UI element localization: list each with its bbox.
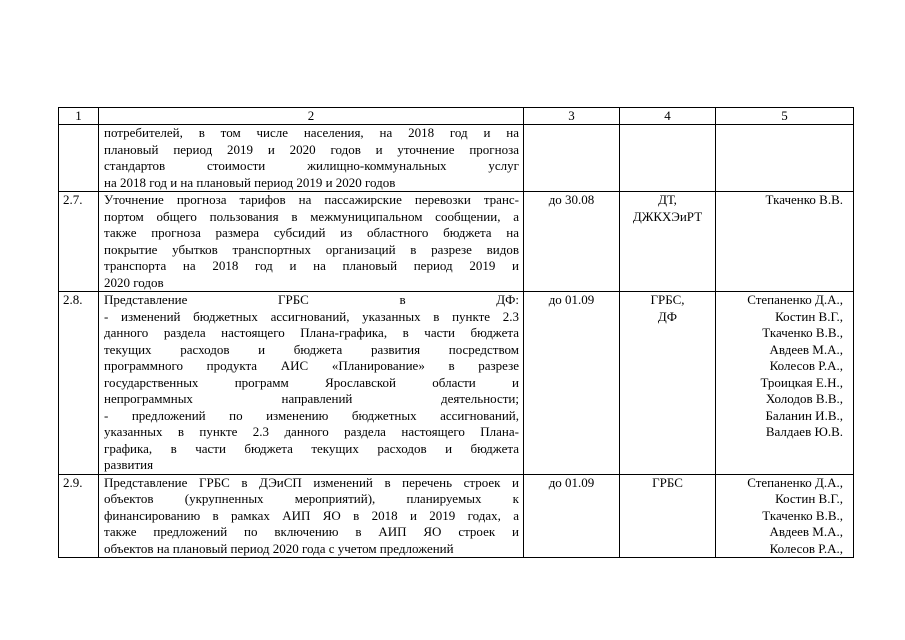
description-line: также предложений по включению в АИП ЯО строек и [104,524,519,539]
executor-entry: ДЖКХЭиРТ [632,208,703,224]
responsible-person: Степаненко Д.А., [747,292,843,307]
item-number: 2.8. [59,292,99,475]
item-executor [620,125,716,192]
header-row [59,108,854,125]
description-line: портом общего пользования в межмуниципальном сообщении, а [104,208,519,224]
description-line: программного продукта АИС «Планирование» в разрезе [104,358,519,373]
item-responsible [716,125,854,192]
description-line: покрытие убытков транспортных организаций в разрезе видов [104,241,519,257]
responsible-person: Костин В.Г., [775,491,843,506]
item-number [59,125,99,192]
item-executor [620,192,716,292]
description-line: также прогноза размера субсидий из областного бюджета на [104,225,519,240]
item-number: 2.9. [59,474,99,558]
responsible-person: Баланин И.В., [765,407,843,423]
executor-entry: ДТ, [658,192,677,207]
responsible-person: Ткаченко В.В., [762,325,843,340]
description-line: стандартов стоимости жилищно-коммунальных услуг [104,158,519,173]
item-number: 2.7. [59,192,99,292]
description-line: развития [104,457,154,472]
item-deadline: до 01.09 [524,474,620,558]
item-description [99,474,524,558]
table-row [59,192,854,292]
description-line: - предложений по изменению бюджетных ассигнований, [104,407,519,423]
executor-entry: ГРБС, [650,292,685,307]
item-responsible [716,292,854,475]
description-line: на 2018 год и на плановый период 2019 и 2020 годов [104,174,396,190]
table-row [59,125,854,192]
item-responsible [716,474,854,558]
item-deadline: до 30.08 [524,192,620,292]
description-line: Представление ГРБС в ДФ: [104,292,519,307]
table-body [59,108,854,558]
header-cell-5: 5 [716,108,854,125]
responsible-person: Колесов Р.А., [769,358,843,373]
description-line: Представление ГРБС в ДЭиСП изменений в перечень строек и [104,474,519,490]
description-line: текущих расходов и бюджета развития посредством [104,341,519,357]
description-line: объектов на плановый период 2020 года с учетом предложений [104,540,454,556]
header-cell-4: 4 [620,108,716,125]
item-executor [620,474,716,558]
table-row [59,474,854,558]
description-line: финансированию в рамках АИП ЯО в 2018 и 2019 годах, а [104,507,519,523]
description-line: Уточнение прогноза тарифов на пассажирские перевозки транс- [104,192,519,207]
responsible-person: Авдеев М.А., [769,524,843,539]
description-line: - изменений бюджетных ассигнований, указанных в пункте 2.3 [104,308,519,324]
description-line: транспорта на 2018 год и на плановый период 2019 и [104,258,519,273]
description-line: непрограммных направлений деятельности; [104,391,519,406]
responsible-person: Холодов В.В., [765,391,843,406]
item-description [99,292,524,475]
responsible-person: Степаненко Д.А., [747,474,843,490]
item-responsible [716,192,854,292]
item-description [99,192,524,292]
item-executor [620,292,716,475]
table-row [59,292,854,475]
description-line: указанных в пункте 2.3 данного раздела настоящего Плана- [104,424,519,439]
executor-entry: ГРБС [652,474,683,490]
description-line: объектов (укрупненных мероприятий), планируемых к [104,491,519,506]
description-line: потребителей, в том числе населения, на 2018 год и на [104,125,519,140]
responsible-person: Троицкая Е.Н., [760,374,843,390]
description-line: государственных программ Ярославской области и [104,374,519,390]
description-line: 2020 годов [104,274,164,290]
plan-schedule-table [58,107,854,558]
responsible-person: Ткаченко В.В., [762,507,843,523]
description-line: графика, в части бюджета текущих расходов и бюджета [104,440,519,456]
executor-entry: ДФ [657,308,678,324]
header-cell-1: 1 [59,108,99,125]
responsible-person: Костин В.Г., [775,308,843,324]
responsible-person: Авдеев М.А., [769,341,843,357]
responsible-person: Колесов Р.А., [769,540,843,556]
responsible-person: Валдаев Ю.В. [765,424,843,439]
header-cell-2: 2 [99,108,524,125]
description-line: плановый период 2019 и 2020 годов и уточнение прогноза [104,141,519,157]
item-description [99,125,524,192]
description-line: данного раздела настоящего Плана-графика, в части бюджета [104,325,519,340]
item-deadline [524,125,620,192]
header-cell-3: 3 [524,108,620,125]
responsible-person: Ткаченко В.В. [765,192,843,207]
item-deadline: до 01.09 [524,292,620,475]
